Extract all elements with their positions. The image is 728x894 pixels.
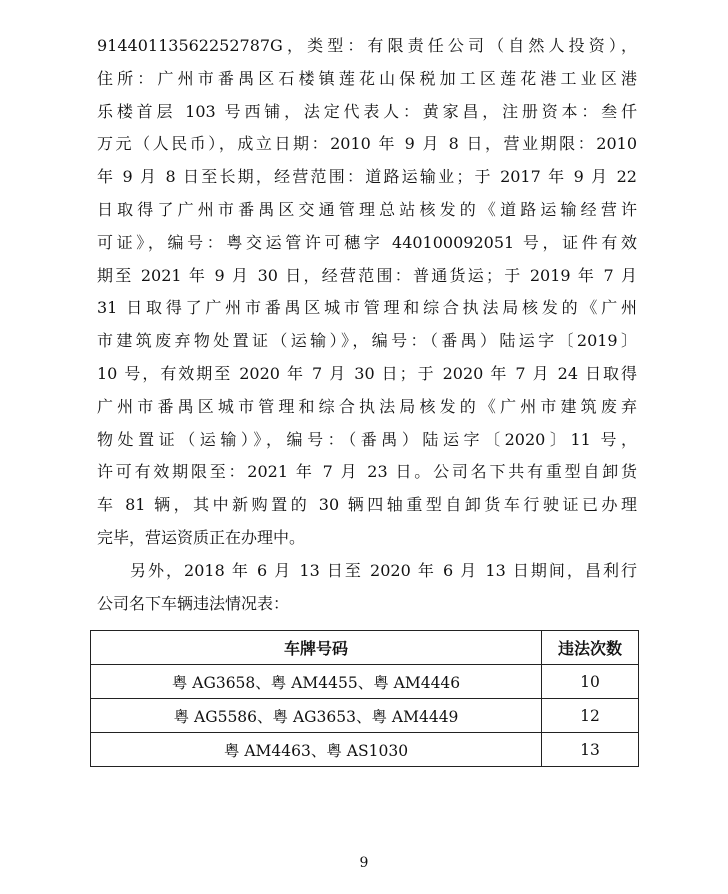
- plate-numbers-cell: 粤 AG3658、粤 AM4455、粤 AM4446: [91, 665, 542, 699]
- text-line: 91440113562252787G，类型：有限责任公司（自然人投资），: [97, 36, 637, 55]
- table-row: [91, 665, 639, 699]
- text-line: 可证》，编号：粤交运管许可穗字 440100092051 号，证件有效: [97, 232, 637, 252]
- plate-numbers-cell: 粤 AM4463、粤 AS1030: [91, 733, 542, 767]
- text-line: 车 81 辆，其中新购置的 30 辆四轴重型自卸货车行驶证已办理: [97, 495, 637, 515]
- intro-line: 另外，2018 年 6 月 13 日至 2020 年 6 月 13 日期间，昌利行: [130, 560, 637, 580]
- text-line: 10 号，有效期至 2020 年 7 月 30 日；于 2020 年 7 月 24 日取得: [97, 363, 637, 383]
- header-plate-number: 车牌号码: [91, 631, 542, 665]
- text-line: 日取得了广州市番禺区交通管理总站核发的《道路运输经营许: [97, 199, 637, 219]
- text-line: 物处置证（运输）》，编号：（番禺）陆运字〔2020〕11 号，: [97, 429, 637, 449]
- table-row: [91, 733, 639, 767]
- table-header-row: [91, 631, 639, 665]
- table-row: [91, 699, 639, 733]
- violation-count-cell: 10: [542, 665, 639, 699]
- text-line: 期至 2021 年 9 月 30 日，经营范围：普通货运；于 2019 年 7 月: [97, 265, 637, 285]
- body-text: [97, 30, 637, 620]
- text-line: 完毕，营运资质正在办理中。: [97, 527, 306, 547]
- header-violation-count: 违法次数: [542, 631, 639, 665]
- violation-count-cell: 13: [542, 733, 639, 767]
- plate-numbers-cell: 粤 AG5586、粤 AG3653、粤 AM4449: [91, 699, 542, 733]
- intro-line: 公司名下车辆违法情况表：: [97, 593, 290, 613]
- text-line: 许可有效期限至：2021 年 7 月 23 日。公司名下共有重型自卸货: [97, 462, 637, 482]
- page-number: 9: [359, 855, 369, 871]
- text-line: 31 日取得了广州市番禺区城市管理和综合执法局核发的《广州: [97, 298, 637, 318]
- violation-count-cell: 12: [542, 699, 639, 733]
- text-line: 乐楼首层 103 号西铺，法定代表人：黄家昌，注册资本：叁仟: [97, 101, 637, 121]
- violations-table: [90, 630, 639, 767]
- text-line: 万元（人民币），成立日期：2010 年 9 月 8 日，营业期限：2010: [97, 134, 637, 154]
- text-line: 市建筑废弃物处置证（运输）》，编号：（番禺）陆运字〔2019〕: [97, 331, 637, 351]
- text-line: 住所：广州市番禺区石楼镇莲花山保税加工区莲花港工业区港: [97, 68, 637, 88]
- text-line: 年 9 月 8 日至长期，经营范围：道路运输业；于 2017 年 9 月 22: [97, 167, 637, 187]
- text-line: 广州市番禺区城市管理和综合执法局核发的《广州市建筑废弃: [97, 396, 637, 416]
